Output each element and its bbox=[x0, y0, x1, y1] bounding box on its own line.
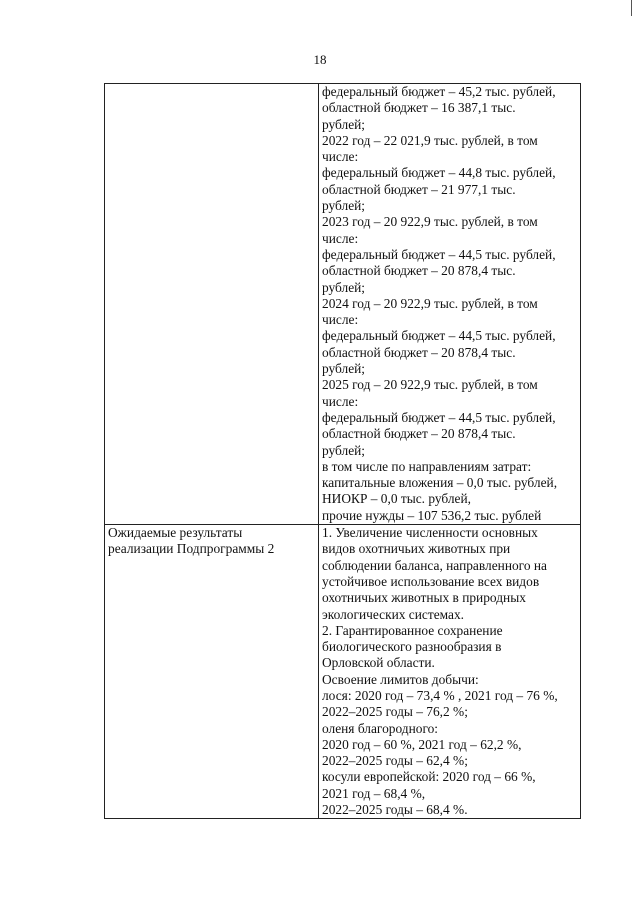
table-row bbox=[105, 525, 581, 819]
text-line: 2021 год – 68,4 %, bbox=[322, 785, 426, 801]
text-line: 2022–2025 годы – 62,4 %; bbox=[322, 753, 468, 769]
text-line: охотничьих животных в природных bbox=[322, 590, 526, 606]
financing-volume-cell bbox=[319, 84, 581, 525]
text-line: рублей; bbox=[322, 279, 366, 295]
text-line: видов охотничьих животных при bbox=[322, 541, 511, 557]
text-line: экологических системах. bbox=[322, 606, 465, 622]
text-line: в том числе по направлениям затрат: bbox=[322, 458, 532, 474]
text-line: 2022–2025 годы – 76,2 %; bbox=[322, 704, 468, 720]
text-line: Освоение лимитов добычи: bbox=[322, 671, 479, 687]
text-line: федеральный бюджет – 44,5 тыс. рублей, bbox=[322, 328, 556, 344]
expected-results-cell bbox=[319, 525, 581, 819]
text-line: 2020 год – 60 %, 2021 год – 62,2 %, bbox=[322, 736, 522, 752]
text-line: капитальные вложения – 0,0 тыс. рублей, bbox=[322, 475, 558, 491]
text-line: 2. Гарантированное сохранение bbox=[322, 622, 503, 638]
text-line: 2025 год – 20 922,9 тыс. рублей, в том bbox=[322, 377, 538, 393]
subprogram-passport-table bbox=[104, 83, 581, 819]
text-line: рублей; bbox=[322, 116, 366, 132]
text-line: 2024 год – 20 922,9 тыс. рублей, в том bbox=[322, 295, 538, 311]
text-line: рублей; bbox=[322, 442, 366, 458]
text-line: числе: bbox=[322, 393, 359, 409]
text-line: рублей; bbox=[322, 198, 366, 214]
text-line: 1. Увеличение численности основных bbox=[322, 525, 538, 541]
row-label-cell bbox=[105, 84, 319, 525]
table-row bbox=[105, 84, 581, 525]
text-line: лося: 2020 год – 73,4 % , 2021 год – 76 %, bbox=[322, 687, 558, 703]
text-line: областной бюджет – 16 387,1 тыс. bbox=[322, 100, 516, 116]
text-line: федеральный бюджет – 44,8 тыс. рублей, bbox=[322, 165, 556, 181]
text-line: областной бюджет – 20 878,4 тыс. bbox=[322, 263, 516, 279]
text-line: федеральный бюджет – 44,5 тыс. рублей, bbox=[322, 246, 556, 262]
row-label-line: реализации Подпрограммы 2 bbox=[108, 541, 275, 557]
text-line: федеральный бюджет – 45,2 тыс. рублей, bbox=[322, 84, 556, 99]
text-line: биологического разнообразия в bbox=[322, 639, 502, 655]
text-line: 2022–2025 годы – 68,4 %. bbox=[322, 802, 468, 818]
text-line: областной бюджет – 20 878,4 тыс. bbox=[322, 426, 516, 442]
text-line: рублей; bbox=[322, 361, 366, 377]
text-line: 2022 год – 22 021,9 тыс. рублей, в том bbox=[322, 132, 538, 148]
text-line: числе: bbox=[322, 149, 359, 165]
text-line: областной бюджет – 20 878,4 тыс. bbox=[322, 344, 516, 360]
page-edge-mark bbox=[631, 0, 632, 16]
text-line: устойчивое использование всех видов bbox=[322, 573, 540, 589]
text-line: НИОКР – 0,0 тыс. рублей, bbox=[322, 491, 472, 507]
text-line: числе: bbox=[322, 312, 359, 328]
text-line: оленя благородного: bbox=[322, 720, 439, 736]
text-line: прочие нужды – 107 536,2 тыс. рублей bbox=[322, 507, 542, 523]
text-line: соблюдении баланса, направленного на bbox=[322, 557, 547, 573]
text-line: числе: bbox=[322, 230, 359, 246]
text-line: косули европейской: 2020 год – 66 %, bbox=[322, 769, 536, 785]
text-line: областной бюджет – 21 977,1 тыс. bbox=[322, 181, 516, 197]
row-label-line: Ожидаемые результаты bbox=[108, 525, 243, 541]
text-line: Орловской области. bbox=[322, 655, 435, 671]
text-line: 2023 год – 20 922,9 тыс. рублей, в том bbox=[322, 214, 538, 230]
text-line: федеральный бюджет – 44,5 тыс. рублей, bbox=[322, 409, 556, 425]
row-label-cell bbox=[105, 525, 319, 819]
page-number: 18 bbox=[313, 52, 327, 67]
